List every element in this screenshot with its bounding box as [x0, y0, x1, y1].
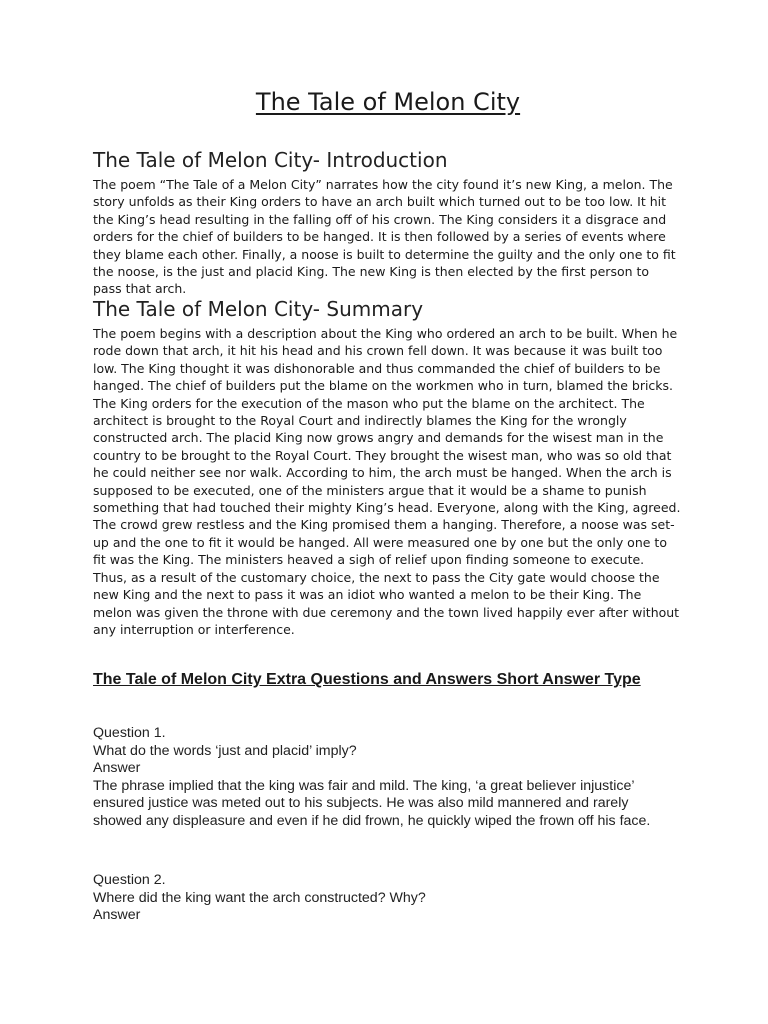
answer-label: Answer — [93, 760, 141, 776]
question-label: Question 1. — [93, 725, 166, 741]
question-text: What do the words ‘just and placid’ imply? — [93, 742, 357, 759]
section-heading-summary: The Tale of Melon City- Summary — [93, 297, 424, 321]
answer-label: Answer — [93, 907, 141, 923]
document-title: The Tale of Melon City — [255, 88, 521, 116]
section-body-introduction: The poem “The Tale of a Melon City” narrates how the city found it’s new King, a melon. The story unfolds as their King orders to have an arch built which turned out to be too low. It hit the King’s head resulting in the falling off of his crown. The King considers it a disgrace and orders for the chief of builders to be hanged. It is then followed by a series of events where they blame each other. Finally, a noose is built to determine the guilty and the only one to fit the noose, is the just and placid King. The new King is then elected by the first person to pass that arch. — [93, 177, 676, 297]
qa-heading: The Tale of Melon City Extra Questions and Answers Short Answer Type — [93, 671, 641, 688]
section-heading-introduction: The Tale of Melon City- Introduction — [93, 148, 448, 172]
qa-item-1 — [93, 725, 681, 830]
question-text: Where did the king want the arch constructed? Why? — [93, 889, 426, 906]
section-body-summary: The poem begins with a description about the King who ordered an arch to be built. When he rode down that arch, it hit his head and his crown fell down. It was because it was built too low. The King thought it was dishonorable and thus commanded the chief of builders to be hanged. The chief of builders put the blame on the workmen who in turn, blamed the bricks. The King orders for the execution of the mason who put the blame on the architect. The architect is brought to the Royal Court and indirectly blames the King for the wrongly constructed arch. The placid King now grows angry and demands for the wisest man in the country to be brought to the Royal Court. They brought the wisest man, who was so old that he could neither see nor walk. According to him, the arch must be hanged. When the arch is supposed to be executed, one of the ministers argue that it would be a shame to punish something that had touched their mighty King’s head. Everyone, along with the King, agreed. The crowd grew restless and the King promised them a hanging. Therefore, a noose was set-up and the one to fit it would be hanged. All were measured one by one but the only one to fit was the King. The ministers heaved a sigh of relief upon finding someone to execute. Thus, as a result of the customary choice, the next to pass the City gate would choose the new King and the next to pass it was an idiot who wanted a melon to be their King. The melon was given the throne with due ceremony and the town lived happily ever after without any interruption or interference. — [93, 326, 681, 637]
answer-text: The phrase implied that the king was fair and mild. The king, ‘a great believer injustice’ ensured justice was meted out to his subjects. He was also mild mannered and rarely showed any displeasure and even if he did frown, he quickly wiped the frown off his face. — [93, 777, 651, 829]
question-label: Question 2. — [93, 872, 166, 888]
qa-item-2 — [93, 872, 681, 925]
